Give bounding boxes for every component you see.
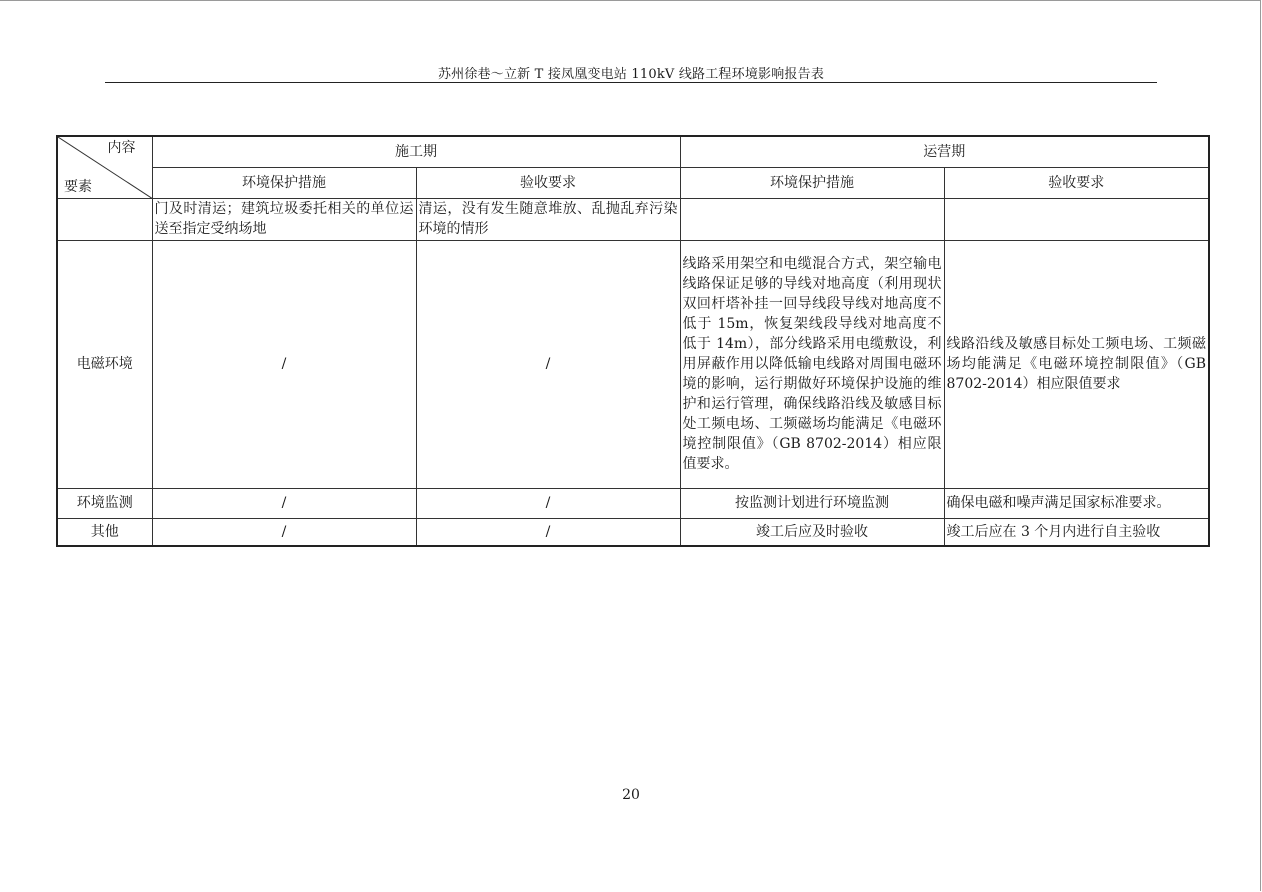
operation-measures-header: 环境保护措施	[680, 167, 944, 198]
table-row	[57, 240, 1209, 488]
operation-measure-cell	[680, 198, 944, 240]
sub-header-row	[57, 167, 1209, 198]
row-element-cell	[57, 198, 152, 240]
construction-acceptance-cell: /	[416, 240, 680, 488]
construction-phase-header: 施工期	[152, 136, 680, 167]
operation-measure-cell: 线路采用架空和电缆混合方式，架空输电线路保证足够的导线对地高度（利用现状双回杆塔补挂一回导线段导线对地高度不低于 15m，恢复架线段导线对地高度不低于 14m），部分线路采用电缆敷设，利用屏蔽作用以降低输电线路对周围电磁环境的影响，运行期做好环境保护设施的维护和运行管理，确保线路沿线及敏感目标处工频电场、工频磁场均能满足《电磁环境控制限值》（GB 8702-2014）相应限值要求。	[680, 240, 944, 488]
page-number: 20	[622, 787, 640, 803]
construction-measure-cell: /	[152, 518, 416, 546]
phase-header-row	[57, 136, 1209, 167]
row-element-cell: 环境监测	[57, 488, 152, 518]
table-row	[57, 488, 1209, 518]
operation-measure-cell: 按监测计划进行环境监测	[680, 488, 944, 518]
row-element-cell: 电磁环境	[57, 240, 152, 488]
environmental-measures-table	[56, 135, 1210, 547]
row-element-cell: 其他	[57, 518, 152, 546]
operation-phase-header: 运营期	[680, 136, 1209, 167]
construction-measures-header: 环境保护措施	[152, 167, 416, 198]
operation-acceptance-cell: 竣工后应在 3 个月内进行自主验收	[944, 518, 1209, 546]
corner-label-content: 内容	[107, 140, 136, 156]
page-header-title: 苏州徐巷～立新 T 接凤凰变电站 110kV 线路工程环境影响报告表	[437, 67, 825, 82]
construction-measure-cell: /	[152, 488, 416, 518]
operation-acceptance-cell: 线路沿线及敏感目标处工频电场、工频磁场均能满足《电磁环境控制限值》（GB 8702-2014）相应限值要求	[944, 240, 1209, 488]
operation-acceptance-cell	[944, 198, 1209, 240]
header-rule	[105, 82, 1157, 83]
construction-acceptance-cell: /	[416, 488, 680, 518]
construction-acceptance-cell: /	[416, 518, 680, 546]
operation-acceptance-header: 验收要求	[944, 167, 1209, 198]
operation-measure-cell: 竣工后应及时验收	[680, 518, 944, 546]
corner-label-element: 要素	[64, 178, 92, 195]
construction-measure-cell: 门及时清运；建筑垃圾委托相关的单位运送至指定受纳场地	[152, 198, 416, 240]
diagonal-corner-header	[57, 136, 152, 198]
construction-measure-cell: /	[152, 240, 416, 488]
table-row	[57, 198, 1209, 240]
table-row	[57, 518, 1209, 546]
operation-acceptance-cell: 确保电磁和噪声满足国家标准要求。	[944, 488, 1209, 518]
construction-acceptance-cell: 清运，没有发生随意堆放、乱抛乱弃污染环境的情形	[416, 198, 680, 240]
construction-acceptance-header: 验收要求	[416, 167, 680, 198]
